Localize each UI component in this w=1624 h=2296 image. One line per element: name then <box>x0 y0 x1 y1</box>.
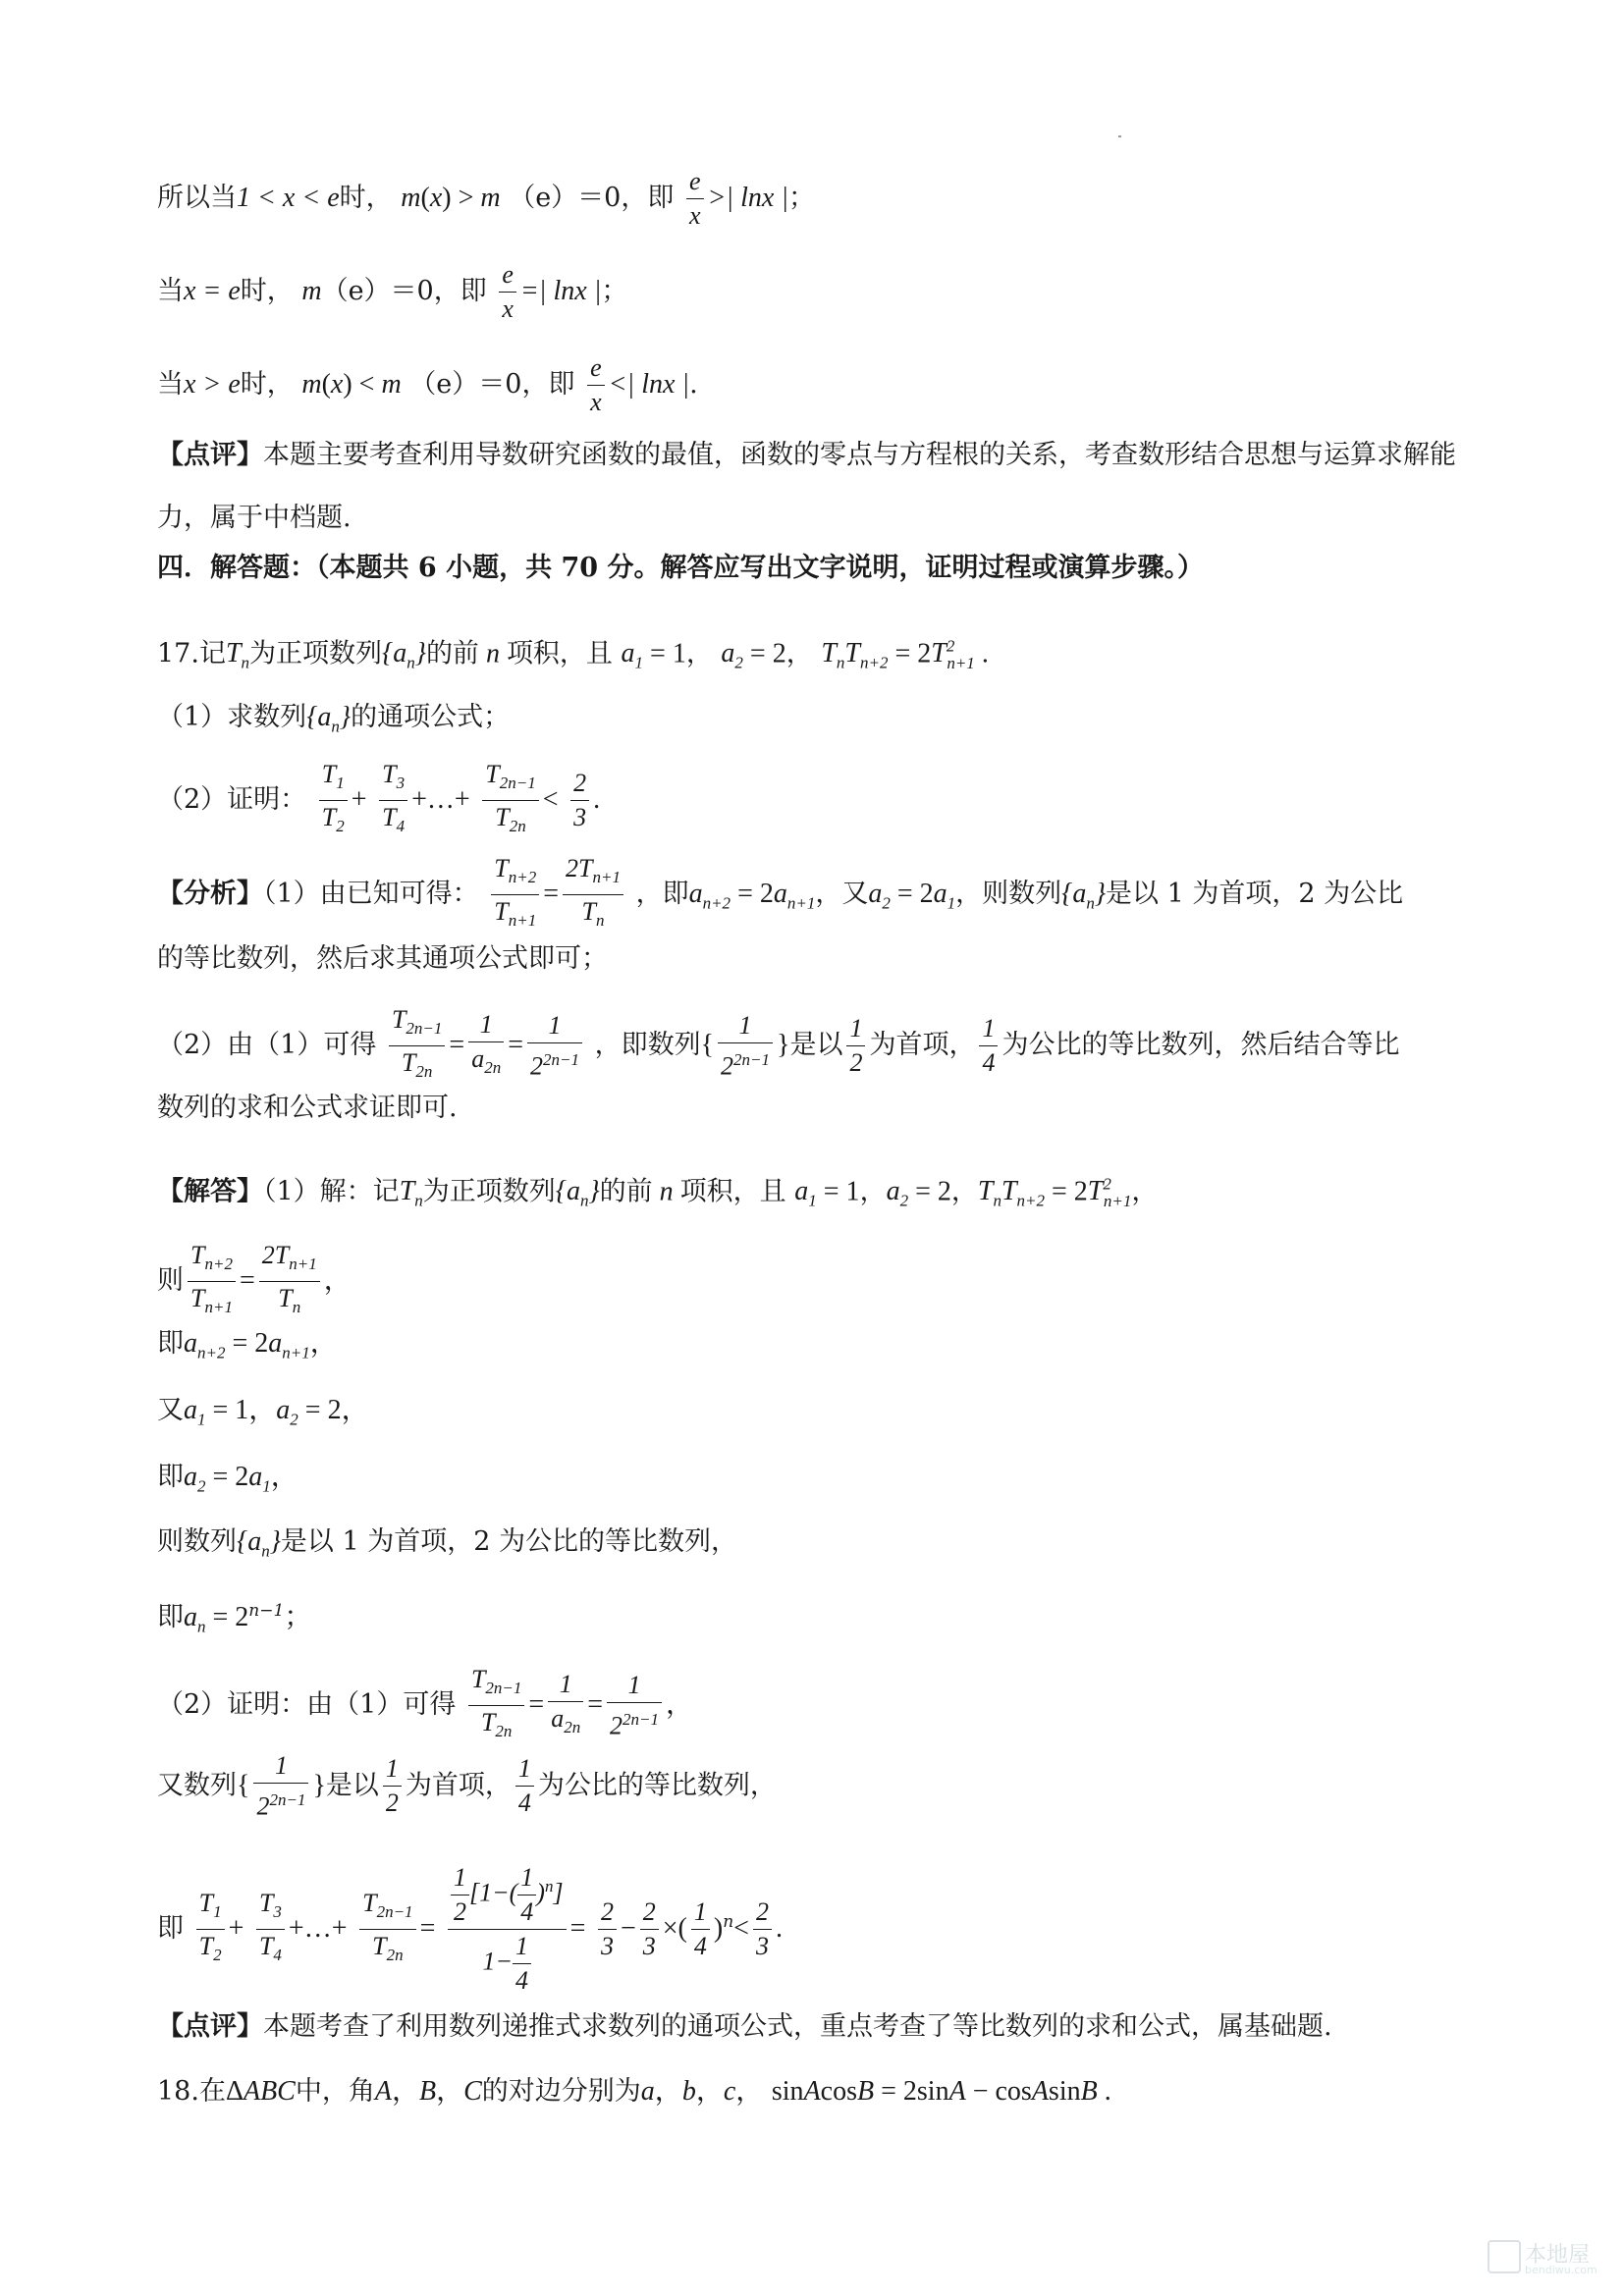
solution-tag: 【解答】 <box>157 1176 263 1207</box>
text: ， <box>685 638 713 669</box>
text: 又数列 <box>157 1770 237 1801</box>
text: 为正项数列 <box>422 1176 556 1207</box>
text: （2）证明： <box>157 784 307 816</box>
text: ，又 <box>815 879 869 910</box>
text: ， <box>1131 1176 1159 1207</box>
text: 的前 <box>599 1176 653 1207</box>
text: 是以 <box>325 1770 379 1801</box>
stray-mark <box>1118 135 1121 137</box>
solution-line-3: 即$a_{n+2} = 2a_{n+1}$， <box>157 1328 338 1362</box>
text: ， <box>785 638 813 669</box>
text: 18.在 <box>157 2076 226 2107</box>
text: （1）解：记 <box>263 1176 400 1207</box>
review-17 <box>157 2008 1487 2046</box>
question-18: 18.在ΔABC中，角A，B，C的对边分别为a，b，c， sinAcosB = 2sinA − cosAsinB . <box>157 2076 1111 2107</box>
text: 是以 1 为首项，2 为公比 <box>1106 879 1404 910</box>
section-heading: 四．解答题：（本题共 6 小题，共 70 分。解答应写出文字说明，证明过程或演算步骤。） <box>157 553 1204 583</box>
solution-line-5: 即$a_2 = 2a_1$， <box>157 1462 298 1496</box>
proof-line-1: 所以当1 < x < e时， m(x) > m （e）＝0，即 $\frac{e}{x}$ >| lnx |； <box>157 165 1487 233</box>
fraction: $\frac{e}{x}$ <box>686 165 704 233</box>
text: 则 <box>157 1265 184 1297</box>
text: 为首项， <box>405 1770 512 1801</box>
sum-fraction: $\frac{1}{2}$ [1−( $\frac{1}{4}$ )$^n$] 1− $\frac{1}{4}$ <box>448 1861 567 1998</box>
text: 当 <box>157 369 184 400</box>
solution-line-9: 又数列{ $\frac{1}{2^{2n-1}}$ }是以 $\frac{1}{2}$ 为首项， $\frac{1}{4}$ 为公比的等比数列， <box>157 1751 777 1821</box>
text: 即 <box>157 1602 184 1632</box>
fraction: $\frac{e}{x}$ <box>499 258 516 326</box>
text: ； <box>601 276 628 306</box>
analysis-line-1: 【分析】（1）由已知可得： $\frac{T_{n+2}}{T_{n+1}}$ = $\frac{2T_{n+1}}{T_n}$ ，即$a_{n+2} = 2a_{n+1}$，又$a_2 = 2a_1$，则数列$\{a_n\}$是以 1 为首项，2 为公比 <box>157 854 1404 931</box>
text: （1）求数列 <box>157 702 307 732</box>
text: 时， <box>240 369 294 400</box>
text: 的通项公式； <box>351 702 511 732</box>
text: 的前 <box>425 638 479 669</box>
watermark-logo <box>1488 2238 1605 2277</box>
text: 当 <box>157 276 184 306</box>
review-tag: 【点评】 <box>157 440 263 470</box>
watermark-name: 本地屋 <box>1525 2243 1591 2268</box>
text: 是以 1 为首项，2 为公比的等比数列， <box>280 1526 738 1557</box>
solution-line-8: （2）证明：由（1）可得 $\frac{T_{2n-1}}{T_{2n}}$ = $\frac{1}{a_{2n}}$ = $\frac{1}{2^{2n-1}}$ ， <box>157 1665 693 1741</box>
text: 17.记 <box>157 638 226 669</box>
text: ； <box>788 183 816 213</box>
text: （e）＝0，即 <box>321 276 487 306</box>
text: ，则数列 <box>955 879 1062 910</box>
text: 时， <box>339 183 393 213</box>
text: 又 <box>157 1395 184 1425</box>
fraction: $\frac{e}{x}$ <box>587 351 605 419</box>
text: 项积，且 <box>679 1176 786 1207</box>
text: 时， <box>240 276 294 306</box>
question-17-part-2: （2）证明： $\frac{T_1}{T_2}$ + $\frac{T_3}{T_4}$ +…+ $\frac{T_{2n-1}}{T_{2n}}$ < $\frac{2}{3}$ . <box>157 760 601 836</box>
solution-line-1: 【解答】（1）解：记$T_n$为正项数列$\{a_n\}$的前 n 项积，且 $a_1 = 1$，$a_2 = 2$，$T_nT_{n+2} = 2T^2_{n+1}$， <box>157 1175 1159 1210</box>
text: ， <box>859 1176 887 1207</box>
text: ，即 <box>635 879 689 910</box>
review-text: 本题考查了利用数列递推式求数列的通项公式，重点考查了等比数列的求和公式，属基础题. <box>263 2011 1332 2042</box>
text: 为公比的等比数列， <box>537 1770 777 1801</box>
review-text: 本题主要考查利用导数研究函数的最值，函数的零点与方程根的关系，考查数形结合思想与运算求解能力，属于中档题. <box>157 440 1456 533</box>
text: 中，角 <box>295 2076 375 2107</box>
review-16 <box>157 424 1487 550</box>
text: （e）＝0，即 <box>409 369 575 400</box>
text: 为公比的等比数列，然后结合等比 <box>1001 1030 1400 1061</box>
text: . <box>689 369 698 400</box>
solution-line-2: 则 $\frac{T_{n+2}}{T_{n+1}}$ = $\frac{2T_{n+1}}{T_n}$ ， <box>157 1241 352 1317</box>
text: 为正项数列 <box>249 638 383 669</box>
analysis-line-3: （2）由（1）可得 $\frac{T_{2n-1}}{T_{2n}}$ = $\frac{1}{a_{2n}}$ = $\frac{1}{2^{2n-1}}$ ，即数列{ $\frac{1}{2^{2n-1}}$ }是以 $\frac{1}{2}$ 为首项， $\frac{1}{4}$ 为公比的等比数列，然后结合等比 <box>157 1005 1400 1082</box>
text: 项积，且 <box>506 638 613 669</box>
text: 是以 <box>789 1030 843 1061</box>
solution-line-10: 即 $\frac{T_1}{T_2}$ + $\frac{T_3}{T_4}$ +…+ $\frac{T_{2n-1}}{T_{2n}}$ = $\frac{1}{2}$ [1−( $\frac{1}{4}$ )$^n$] 1− $\frac{1}{4}$ = $\frac{2}{3}$ − $\frac{2}{3}$ ×( $\frac{1}{4}$ )$^n$< $\frac{2}{3}$ . <box>157 1861 1487 1998</box>
text: 即 <box>157 1913 184 1944</box>
question-17-part-1: （1）求数列$\{a_n\}$的通项公式； <box>157 702 511 736</box>
text: （e）＝0，即 <box>509 183 675 213</box>
text: 即 <box>157 1462 184 1492</box>
text: （2）证明：由（1）可得 <box>157 1689 457 1721</box>
text: 为首项， <box>869 1030 976 1061</box>
analysis-tag: 【分析】 <box>157 879 263 910</box>
solution-line-6: 则数列$\{a_n\}$是以 1 为首项，2 为公比的等比数列， <box>157 1526 738 1561</box>
text: ，即数列 <box>594 1030 701 1061</box>
house-icon <box>1488 2240 1521 2273</box>
watermark-url: bendiwu.com <box>1525 2264 1597 2276</box>
analysis-line-2: 的等比数列，然后求其通项公式即可； <box>157 943 608 974</box>
text: ， <box>950 1176 978 1207</box>
text: 则数列 <box>157 1526 237 1557</box>
solution-line-7: 即$a_n = 2^{n-1}$； <box>157 1601 312 1636</box>
proof-line-2: 当x = e时， m（e）＝0，即 $\frac{e}{x}$ =| lnx |； <box>157 258 1487 326</box>
analysis-line-4: 数列的求和公式求证即可. <box>157 1093 458 1123</box>
text: （2）由（1）可得 <box>157 1030 377 1061</box>
text: 的对边分别为 <box>481 2076 641 2107</box>
review-tag: 【点评】 <box>157 2011 263 2042</box>
text: 即 <box>157 1328 184 1359</box>
solution-line-4: 又$a_1 = 1$，$a_2 = 2$， <box>157 1395 369 1429</box>
proof-line-3: 当x > e时， m(x) < m （e）＝0，即 $\frac{e}{x}$ <| lnx |. <box>157 351 1487 419</box>
text: （1）由已知可得： <box>263 879 479 910</box>
text: 所以当 <box>157 183 237 213</box>
question-17: 17.记$T_n$为正项数列$\{a_n\}$的前 n 项积，且 $a_1 = 1$， $a_2 = 2$， $T_nT_{n+2} = 2T^2_{n+1}$ . <box>157 637 989 672</box>
